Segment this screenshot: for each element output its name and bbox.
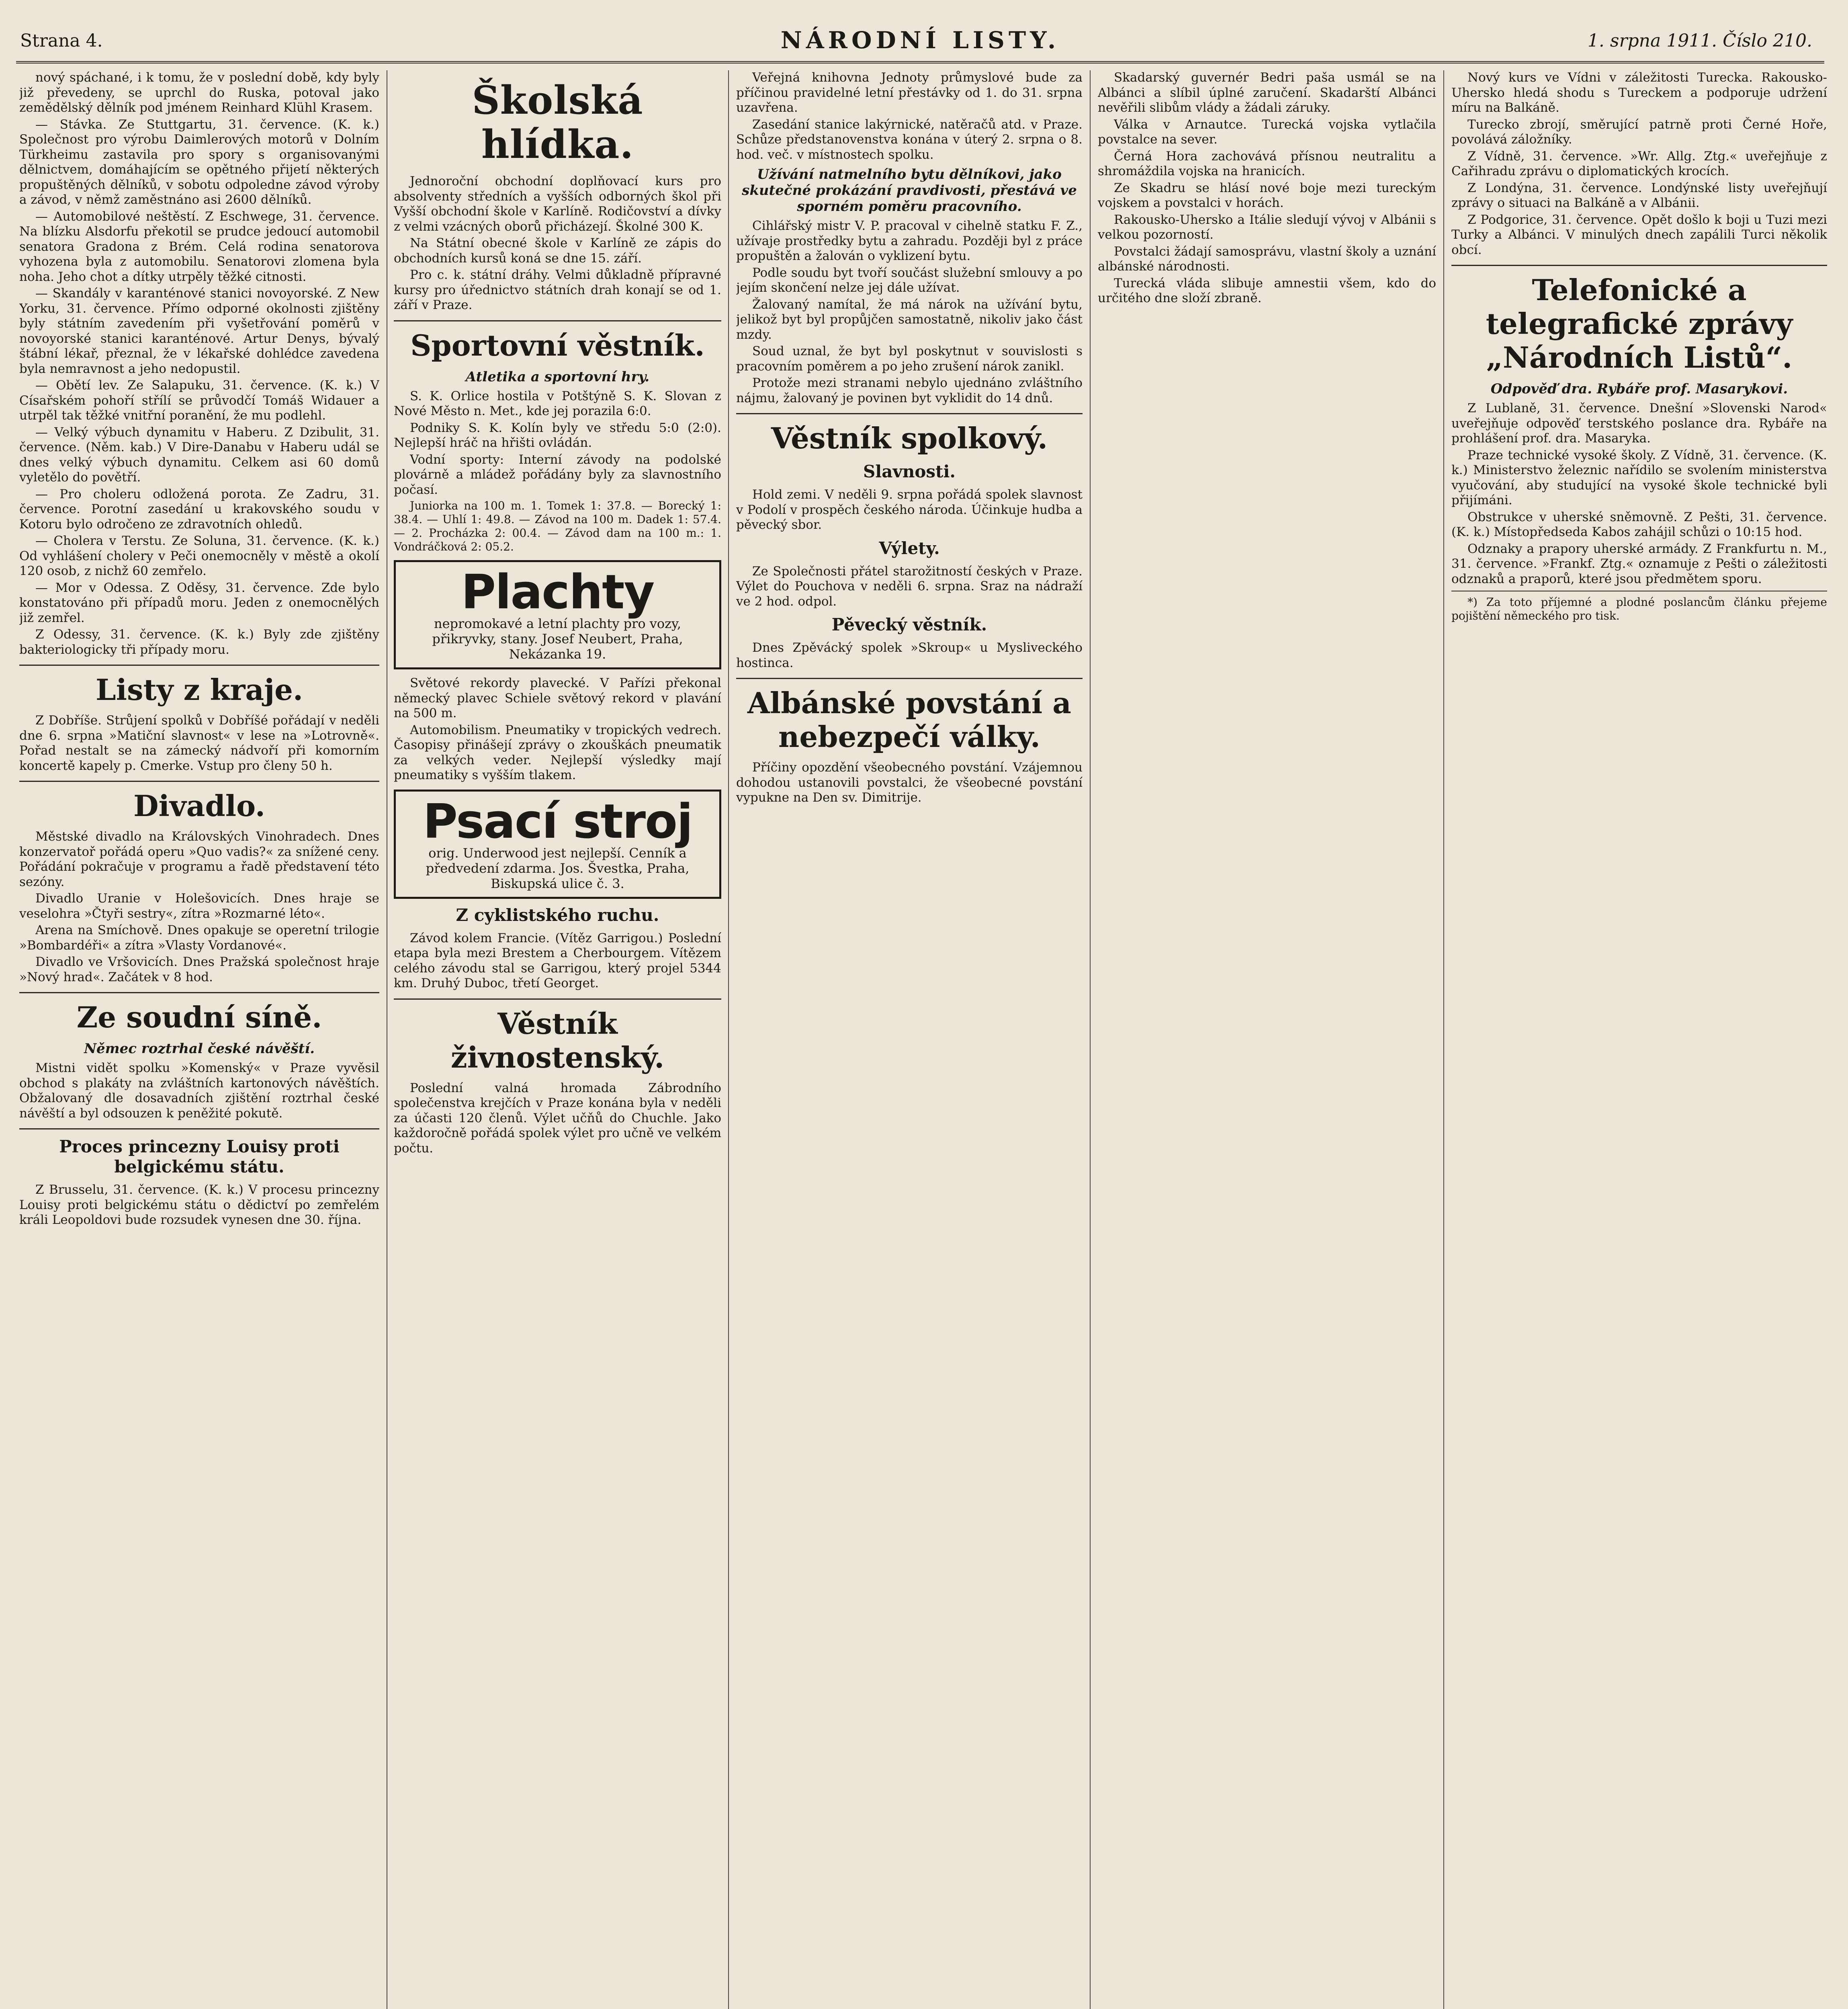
choir-paragraph: Dnes Zpěvácký spolek »Skroup« u Mysliveckého hostinca. — [736, 640, 1083, 670]
article-paragraph: Turecko zbrojí, směrující patrně proti Černé Hoře, povolává záložníky. — [1451, 117, 1827, 147]
school-item: Na Státní obecné škole v Karlíně ze zápis do obchodních kursů koná se dne 15. září. — [394, 236, 721, 266]
theatre-item: Arena na Smíchově. Dnes opakuje se operetní trilogie »Bombardéři« a zítra »Vlasty Vordanové«. — [19, 923, 379, 953]
column-2 — [394, 70, 721, 2009]
page-header — [16, 25, 1824, 63]
notice: Veřejná knihovna Jednoty průmyslové bude za příčinou pravidelné letní přestávky od 1. do 31. srpna uzavřena. — [736, 70, 1083, 115]
school-item: Jednoroční obchodní doplňovací kurs pro absolventy středních a vyšších odborných škol při Vyšší obchodní škole v Karlíně. Rodičovství a dívky z velmi vzácných oborů přicházejí. Školné 300 K. — [394, 174, 721, 234]
sport-item: S. K. Orlice hostila v Potštýně S. K. Slovan z Nové Město n. Met., kde jej porazila 6:0. — [394, 389, 721, 418]
footnote: *) Za toto příjemné a plodné poslancům článku přejeme pojištění německého pro tisk. — [1451, 595, 1827, 622]
column-rule — [1090, 70, 1091, 2009]
article-paragraph: Žalovaný namítal, že má nárok na užívání bytu, jelikož byt byl propůjčen samostatně, nikoliv jako část mzdy. — [736, 297, 1083, 342]
divider — [394, 998, 721, 1000]
article-paragraph: Skadarský guvernér Bedri paša usmál se na Albánci a slíbil úplné zaručení. Skadarští Albánci nevěřili slibům vlády a žádali záruky. — [1098, 70, 1436, 115]
subheading-vylety: Výlety. — [879, 538, 940, 558]
article-title-princ: Proces princezny Louisy proti belgickému státu. — [59, 1137, 340, 1176]
news-item: — Stávka. Ze Stuttgartu, 31. července. (K. k.) Společnost pro výrobu Daimlerových motorů v Dolním Türkheimu zastavila pro spory s organisovanými dělnictvem, domáhajícím se opětného přijetí některých propuštěných dělníků, v sobotu odpoledne závod výroby a závod, v němž zaměstnáno asi 2600 dělníků. — [19, 117, 379, 207]
article-paragraph: Válka v Arnautce. Turecká vojska vytlačila povstalce na sever. — [1098, 117, 1436, 147]
issue-date: 1. srpna 1911. Číslo 210. — [1587, 31, 1812, 51]
article-paragraph: Z Vídně, 31. července. »Wr. Allg. Ztg.« uveřejňuje z Cařihradu zprávu o diplomatických krocích. — [1451, 149, 1827, 178]
divider — [394, 320, 721, 321]
article-title: Němec roztrhal české návěští. — [84, 1041, 315, 1057]
lead-paragraph: nový spáchané, i k tomu, že v poslední době, kdy byly již převedeny, se uprchl do Ruska, potoval jako zemědělský dělník pod jménem Reinhard Klühl Krasem. — [19, 70, 379, 115]
ad-headline: Plachty — [461, 564, 654, 620]
divider — [19, 1128, 379, 1129]
kraje-paragraph: Z Dobříše. Strůjení spolků v Dobříšé pořádají v neděli dne 6. srpna »Matiční slavnost« v lese na »Lotrovně«. Pořad nestalt se na zámecký nádvoří při komorním koncertě kapely p. Cmerke. Vstup pro členy 50 h. — [19, 713, 379, 773]
telegraph-item: Obstrukce v uherské sněmovně. Z Pešti, 31. července. (K. k.) Místopředseda Kabos zahájil schůzi o 10:15 hod. — [1451, 509, 1827, 539]
news-item: Z Odessy, 31. července. (K. k.) Byly zde zjištěny bakteriologicky tři případy moru. — [19, 627, 379, 657]
masthead-title: NÁRODNÍ LISTY. — [780, 27, 1060, 54]
divider — [19, 781, 379, 782]
article-paragraph: Protože mezi stranami nebylo ujednáno zvláštního nájmu, žalovaný je povinen byt vyklidit do 14 dnů. — [736, 376, 1083, 405]
article-paragraph: Podle soudu byt tvoří součást služební smlouvy a po jejím skončení nelze jej dále užívat. — [736, 265, 1083, 295]
divider — [736, 413, 1083, 414]
news-item: — Velký výbuch dynamitu v Haberu. Z Dzibulit, 31. července. (Něm. kab.) V Dire-Danabu v Haberu udál se dnes velký výbuch dynamitu. Celkem asi 60 domů vyletělo do povětří. — [19, 425, 379, 485]
cycling-paragraph: Závod kolem Francie. (Vítěz Garrigou.) Poslední etapa byla mezi Brestem a Cherbourgem. Vítězem celého závodu stal se Garrigou, který projel 5344 km. Druhý Duboc, třetí Georget. — [394, 931, 721, 990]
news-item: — Pro choleru odložená porota. Ze Zadru, 31. července. Porotní zasedání u krakovského soudu v Kotoru bylo odročeno ze zdravotních ohledů. — [19, 487, 379, 532]
telegraph-item: Odznaky a prapory uherské armády. Z Frankfurtu n. M., 31. července. »Frankf. Ztg.« oznamuje z Pešti o záležitosti odznaků a praporů, které jsou předmětem sporu. — [1451, 541, 1827, 586]
ad-headline: Psací stroj — [423, 793, 692, 849]
article-paragraph: Rakousko-Uhersko a Itálie sledují vývoj v Albánii s velkou pozorností. — [1098, 212, 1436, 242]
court-paragraph: Mistni vidět spolku »Komenský« v Praze vyvěsil obchod s plakáty na zvláštních kartonových návěštích. Obžalovaný dle dosavadních zjištění roztrhal české návěští a byl odsouzen k peněžité pokutě. — [19, 1061, 379, 1121]
article-paragraph: Z Londýna, 31. července. Londýnské listy uveřejňují zprávy o situaci na Balkáně a v Albánii. — [1451, 180, 1827, 210]
divider — [1451, 265, 1827, 266]
trade-paragraph: Poslední valná hromada Zábrodního společenstva krejčích v Praze konána byla v neděli za účasti 120 členů. Výlet učňů do Chuchle. Jako každoročně pořádá spolek výlet pro učně ve velkém počtu. — [394, 1080, 721, 1156]
subheading-pev: Pěvecký věstník. — [831, 615, 987, 634]
section-heading-skol: Školská hlídka. — [472, 78, 643, 167]
article-paragraph: Černá Hora zachovává přísnou neutralitu a shromáždila vojska na hranicích. — [1098, 149, 1436, 178]
column-5 — [1451, 70, 1827, 2009]
sport-item: Podniky S. K. Kolín byly ve středu 5:0 (2:0). Nejlepší hráč na hřišti ovládán. — [394, 420, 721, 450]
trip-paragraph: Ze Společnosti přátel starožitností českých v Praze. Výlet do Pouchova v neděli 6. srpna. Sraz na nádraží ve 2 hod. odpol. — [736, 564, 1083, 609]
section-heading-kraje: Listy z kraje. — [95, 673, 303, 707]
ad-text: orig. Underwood jest nejlepší. Cenník a předvedení zdarma. Jos. Švestka, Praha, Biskupská ulice č. 3. — [426, 845, 690, 891]
sport-item: Automobilism. Pneumatiky v tropických vedrech. Časopisy přinášejí zprávy o zkouškách pneumatik za velkých veder. Nejlepší výsledky mají pneumatiky s vyšším tlakem. — [394, 722, 721, 782]
column-rule — [728, 70, 729, 2009]
section-heading-sport: Sportovní věstník. — [410, 328, 705, 362]
telegraph-item: Praze technické vysoké školy. Z Vídně, 31. července. (K. k.) Ministerstvo železnic nařídilo se svolením ministerstva vyučování, aby studující na vysoké škole technické byli přijímáni. — [1451, 448, 1827, 507]
advertisement-psaci-stroj — [394, 790, 721, 899]
section-heading-spol: Věstník spolkový. — [771, 421, 1048, 455]
column-3 — [736, 70, 1083, 2009]
subheading: Odpověď dra. Rybáře prof. Masarykovi. — [1490, 381, 1788, 397]
article-paragraph: Turecká vláda slibuje amnestii všem, kdo do určitého dne složí zbraně. — [1098, 276, 1436, 305]
subheading: Atletika a sportovní hry. — [465, 368, 650, 385]
news-item: — Obětí lev. Ze Salapuku, 31. července. (K. k.) V Císařském pohoří střílí se průvodčí Tomáš Widauer a utrpěl tak těžké vnitřní poranění, že mu podlehl. — [19, 378, 379, 423]
theatre-item: Divadlo ve Vršovicích. Dnes Pražská společnost hraje »Nový hrad«. Začátek v 8 hod. — [19, 955, 379, 984]
article-paragraph: Povstalci žádají samosprávu, vlastní školy a uznání albánské národnosti. — [1098, 244, 1436, 274]
news-item: — Mor v Odessa. Z Oděsy, 31. července. Zde bylo konstatováno při případů moru. Jeden z onemocnělých již zemřel. — [19, 580, 379, 625]
divider — [736, 678, 1083, 679]
telegraph-item: Z Lublaně, 31. července. Dnešní »Slovenski Narod« uveřejňuje odpověď terstského poslance dra. Rybáře na prohlášení prof. dra. Masaryka. — [1451, 401, 1827, 446]
column-4 — [1098, 70, 1436, 2009]
column-1 — [19, 70, 379, 2009]
section-heading-ziv: Věstník živnostenský. — [450, 1006, 665, 1074]
notice: Zasedání stanice lakýrnické, natěračů atd. v Praze. Schůze předstanovenstva konána v úterý 2. srpna o 8. hod. več. v místnostech spolku. — [736, 117, 1083, 162]
sport-item: Světové rekordy plavecké. V Pařízi překonal německý plavec Schiele světový rekord v plavání na 500 m. — [394, 676, 721, 720]
subheading: Slavnosti. — [863, 462, 956, 481]
albania-paragraph: Příčiny opozdění všeobecného povstání. Vzájemnou dohodou ustanovili povstalci, že všeobecné povstání vypukne na Den sv. Dimitrije. — [736, 760, 1083, 805]
article-paragraph: Nový kurs ve Vídni v záležitosti Turecka. Rakousko-Uhersko hledá shodu s Tureckem a podporuje udržení míru na Balkáně. — [1451, 70, 1827, 115]
article-title: Užívání natmelního bytu dělníkovi, jako skutečné prokázání pravdivosti, přestává ve sporném poměru pracovního. — [742, 166, 1077, 215]
news-item: — Automobilové neštěstí. Z Eschwege, 31. července. Na blízku Alsdorfu překotil se prudce jedoucí automobil senatora Gradona z Brém. Celá rodina senatorova vyhozena byla z automobilu. Senatorovi zlomena byla noha. Jeho chot a dítky utrpěly těžké citnosti. — [19, 209, 379, 284]
article-paragraph: Soud uznal, že byt byl poskytnut v souvislosti s pracovním poměrem a po jeho zrušení nárok zanikl. — [736, 344, 1083, 374]
section-heading-soud: Ze soudní síně. — [76, 1000, 322, 1034]
advertisement-plachty — [394, 560, 721, 669]
section-heading-cykl: Z cyklistského ruchu. — [456, 905, 659, 925]
article-paragraph: Cihlářský mistr V. P. pracoval v cihelně statku F. Z., užívaje prostředky bytu a zahradu. Později byl z práce propuštěn a žalován o vyklizení bytu. — [736, 219, 1083, 263]
club-paragraph: Hold zemi. V neděli 9. srpna pořádá spolek slavnost v Podolí v prospěch českého národa. Účinkuje hudba a pěvecký sbor. — [736, 487, 1083, 532]
section-heading-telegraf: Telefonické a telegrafické zprávy „Národních Listů“. — [1486, 273, 1793, 374]
school-item: Pro c. k. státní dráhy. Velmi důkladně přípravné kursy pro úřednictvo státních drah konají se od 1. září v Praze. — [394, 268, 721, 312]
ad-text: nepromokavé a letní plachty pro vozy, přikryvky, stany. Josef Neubert, Praha, Nekázanka 19. — [432, 616, 683, 662]
sport-item: Vodní sporty: Interní závody na podolské plovárně a mládež pořádány byly za slavnostního počasí. — [394, 452, 721, 497]
theatre-item: Divadlo Uranie v Holešovicích. Dnes hraje se veselohra »Čtyři sestry«, zítra »Rozmarné léto«. — [19, 891, 379, 921]
column-rule — [1443, 70, 1444, 2009]
page-label: Strana 4. — [20, 31, 103, 51]
sport-results: Juniorka na 100 m. 1. Tomek 1: 37.8. — Borecký 1: 38.4. — Uhlí 1: 49.8. — Závod na 100 m. Dadek 1: 57.4. — 2. Procházka 2: 00.4. — Závod dam na 100 m.: 1. Vondráčková 2: 05.2. — [394, 499, 721, 553]
theatre-item: Městské divadlo na Královských Vinohradech. Dnes konzervatoř pořádá operu »Quo vadis?« za snížené ceny. Pořádání pokračuje v programu a řadě představení této sezóny. — [19, 829, 379, 889]
news-item: — Cholera v Terstu. Ze Soluna, 31. července. (K. k.) Od vyhlášení cholery v Peči onemocněly v městě a okolí 120 osob, z nichž 60 zemřelo. — [19, 534, 379, 578]
divider — [19, 992, 379, 993]
section-heading-divadlo: Divadlo. — [133, 789, 265, 823]
princ-paragraph: Z Brusselu, 31. července. (K. k.) V procesu princezny Louisy proti belgickému státu o dědictví po zemřelém králi Leopoldovi bude rozsudek vynesen dne 30. října. — [19, 1182, 379, 1227]
news-item: — Skandály v karanténové stanici novoyorské. Z New Yorku, 31. července. Přímo odporné okolnosti zjištěny byly státním zavedením při vyšetřování poměrů v novoyorské stanici karanténové. Artur Denys, bývalý štábní lékař, přeznal, že v lékařské dohlédce zavedena byla nemravnost a jeho nedopustil. — [19, 286, 379, 376]
article-paragraph: Z Podgorice, 31. července. Opět došlo k boji u Tuzi mezi Turky a Albánci. V minulých dnech zapálili Turci několik obcí. — [1451, 212, 1827, 257]
section-heading-alb: Albánské povstání a nebezpečí války. — [747, 686, 1071, 754]
article-paragraph: Ze Skadru se hlásí nové boje mezi tureckým vojskem a povstalci v horách. — [1098, 180, 1436, 210]
divider — [19, 665, 379, 666]
